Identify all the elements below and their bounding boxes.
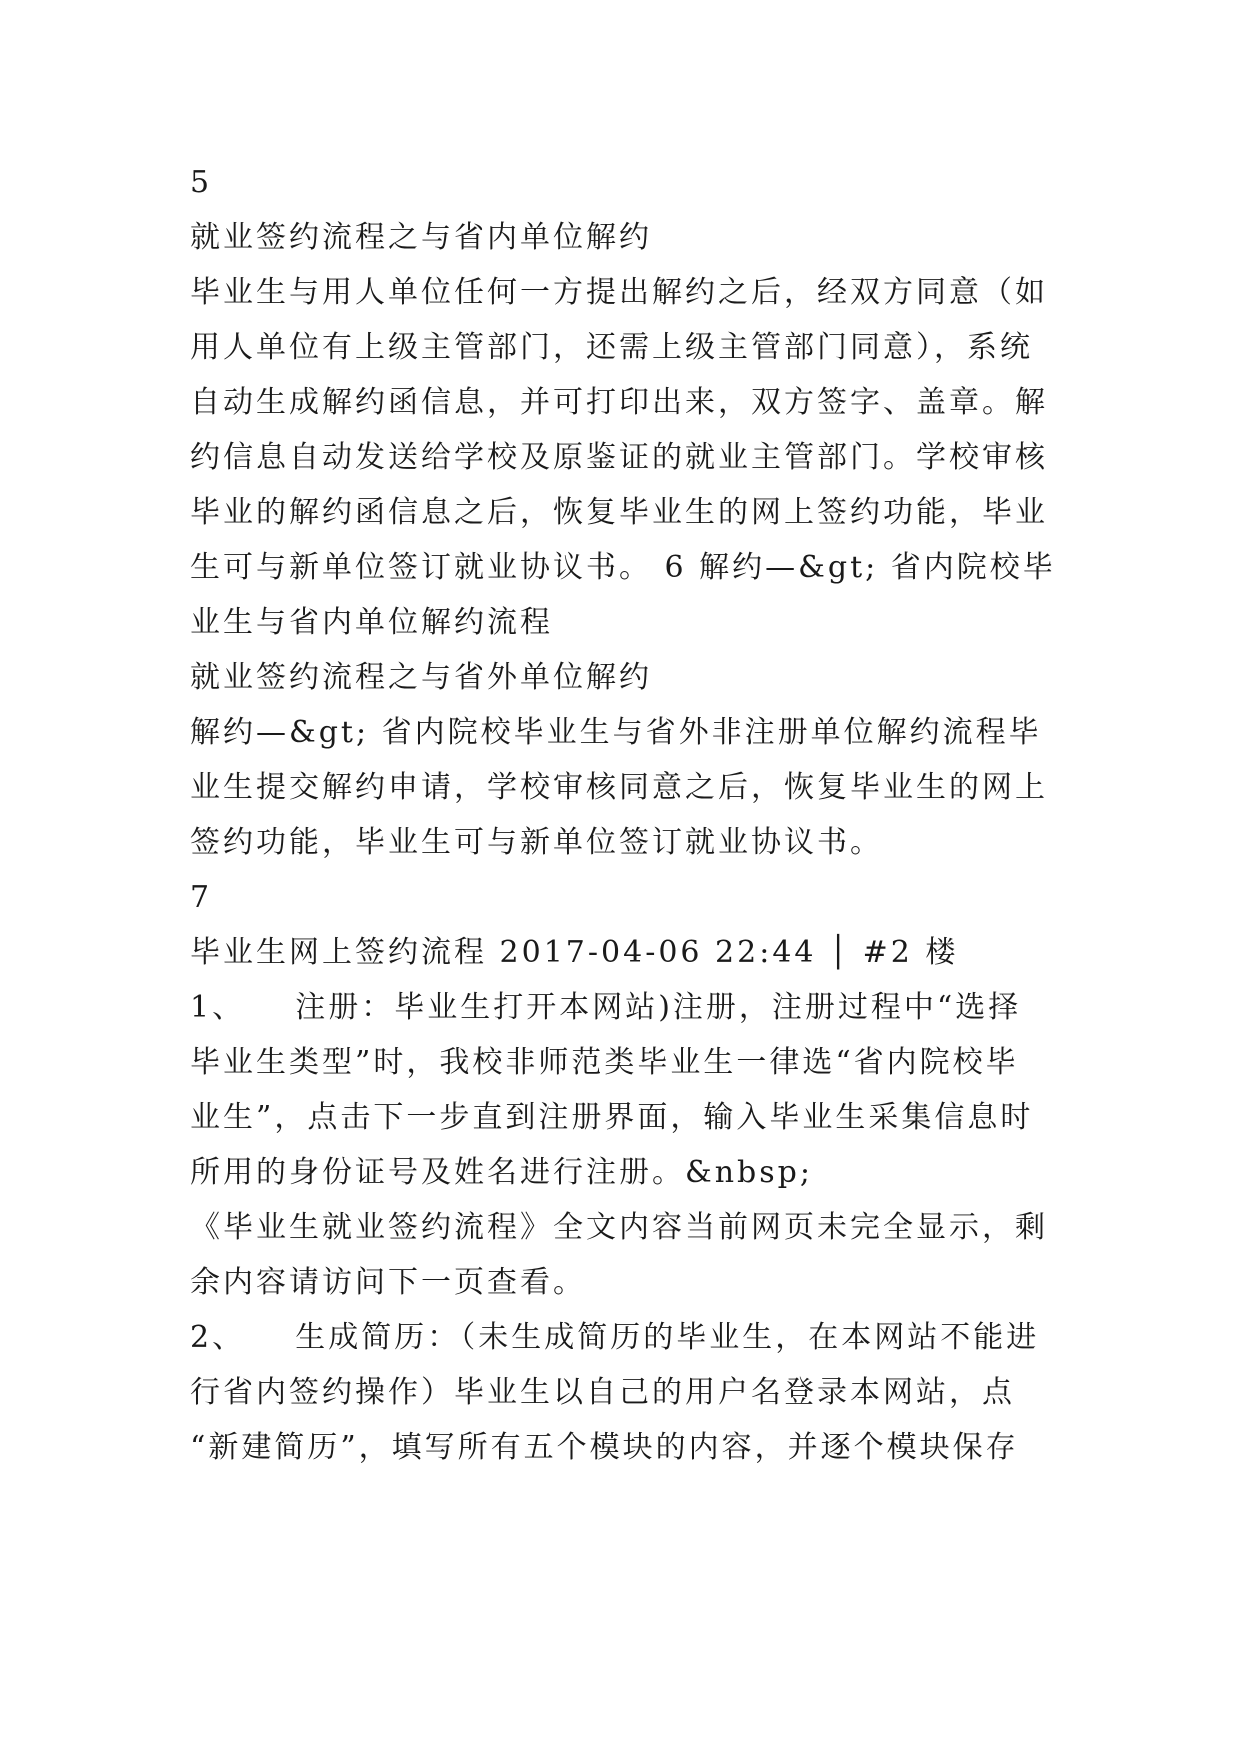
section-heading: 就业签约流程之与省内单位解约 <box>190 220 652 255</box>
paragraph-line: 所用的身份证号及姓名进行注册。&nbsp; <box>190 1155 813 1190</box>
notice-line: 余内容请访问下一页查看。 <box>190 1265 586 1300</box>
paragraph-line: 行省内签约操作）毕业生以自己的用户名登录本网站，点 <box>190 1375 1015 1410</box>
paragraph-line: 约信息自动发送给学校及原鉴证的就业主管部门。学校审核 <box>190 440 1048 475</box>
section-number: 7 <box>190 880 210 915</box>
paragraph-line: 解约—&gt; 省内院校毕业生与省外非注册单位解约流程毕 <box>190 715 1042 750</box>
document-body <box>190 155 1056 1475</box>
paragraph-line: 业生与省内单位解约流程 <box>190 605 553 640</box>
section-number: 5 <box>190 165 210 200</box>
paragraph-line: 业生”，点击下一步直到注册界面，输入毕业生采集信息时 <box>190 1100 1034 1135</box>
paragraph-line: 1、 注册：毕业生打开本网站)注册，注册过程中“选择 <box>190 990 1022 1025</box>
paragraph-line: “新建简历”，填写所有五个模块的内容，并逐个模块保存 <box>190 1430 1019 1465</box>
notice-line: 《毕业生就业签约流程》全文内容当前网页未完全显示，剩 <box>190 1210 1048 1245</box>
paragraph-line: 用人单位有上级主管部门，还需上级主管部门同意），系统 <box>190 330 1033 365</box>
paragraph-line: 毕业生与用人单位任何一方提出解约之后，经双方同意（如 <box>190 275 1048 310</box>
paragraph-line: 签约功能，毕业生可与新单位签订就业协议书。 <box>190 825 883 860</box>
paragraph-line: 毕业的解约函信息之后，恢复毕业生的网上签约功能，毕业 <box>190 495 1048 530</box>
paragraph-line: 2、 生成简历：（未生成简历的毕业生，在本网站不能进 <box>190 1320 1040 1355</box>
paragraph-line: 毕业生类型”时，我校非师范类毕业生一律选“省内院校毕 <box>190 1045 1019 1080</box>
paragraph-line: 业生提交解约申请，学校审核同意之后，恢复毕业生的网上 <box>190 770 1048 805</box>
section-heading: 就业签约流程之与省外单位解约 <box>190 660 652 695</box>
paragraph-line: 生可与新单位签订就业协议书。 6 解约—&gt; 省内院校毕 <box>190 550 1056 585</box>
post-header-line: 毕业生网上签约流程 2017-04-06 22:44 │ #2 楼 <box>190 935 959 970</box>
paragraph-line: 自动生成解约函信息，并可打印出来，双方签字、盖章。解 <box>190 385 1048 420</box>
